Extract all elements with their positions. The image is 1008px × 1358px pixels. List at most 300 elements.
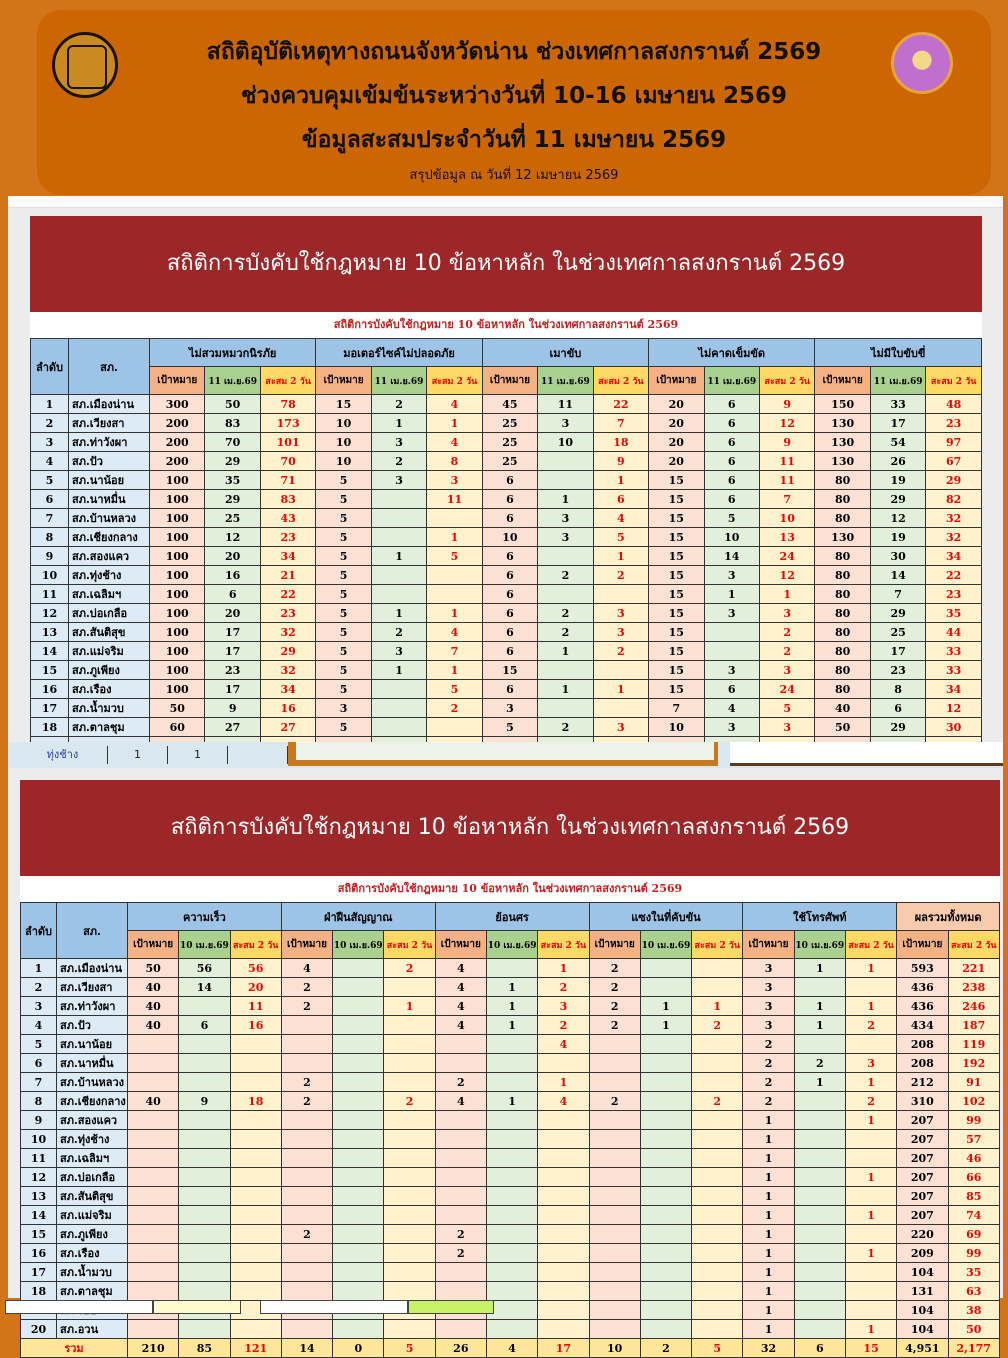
target-cell: 4 xyxy=(281,959,332,978)
cumulative-cell: 22 xyxy=(593,395,648,414)
target-cell: 2 xyxy=(743,1092,794,1111)
row-index: 5 xyxy=(31,471,69,490)
day-count-cell xyxy=(333,1092,384,1111)
row-index: 16 xyxy=(31,680,69,699)
total-target-cell: 104 xyxy=(897,1301,948,1320)
cumulative-cell: 173 xyxy=(260,414,315,433)
cumulative-cell: 2 xyxy=(692,1016,743,1035)
target-cell: 15 xyxy=(649,604,704,623)
target-cell: 15 xyxy=(482,661,537,680)
day-count-cell: 6 xyxy=(179,1016,230,1035)
target-cell xyxy=(281,1244,332,1263)
target-cell: 15 xyxy=(316,395,371,414)
target-cell xyxy=(281,1054,332,1073)
day-count-cell xyxy=(371,585,426,604)
day-count-cell xyxy=(640,1320,691,1339)
day-count-cell xyxy=(179,1206,230,1225)
day-count-cell xyxy=(333,978,384,997)
total-target-cell: 310 xyxy=(897,1092,948,1111)
cumulative-cell xyxy=(384,1111,435,1130)
day-count-cell xyxy=(538,661,593,680)
cumulative-cell: 10 xyxy=(759,509,814,528)
day-count-cell xyxy=(333,1035,384,1054)
station-name: สภ.นาหมื่น xyxy=(57,1054,128,1073)
day-count-cell xyxy=(486,1130,537,1149)
table-row xyxy=(31,661,982,680)
day-count-cell xyxy=(179,1320,230,1339)
total-cumulative-cell: 85 xyxy=(948,1187,1000,1206)
spreadsheet-toolbar xyxy=(8,196,1003,208)
day-count-cell xyxy=(179,1282,230,1301)
day-count-cell xyxy=(640,1225,691,1244)
station-name: สภ.นาหมื่น xyxy=(69,490,150,509)
subheader-target: เป้าหมาย xyxy=(649,367,704,395)
table-row xyxy=(31,471,982,490)
day-count-cell: 14 xyxy=(704,547,759,566)
cumulative-cell: 12 xyxy=(759,414,814,433)
day-count-cell: 1 xyxy=(371,547,426,566)
target-cell xyxy=(435,1263,486,1282)
cumulative-cell: 6 xyxy=(593,490,648,509)
target-cell: 80 xyxy=(815,623,870,642)
day-count-cell: 9 xyxy=(205,699,260,718)
total-cumulative-cell: 74 xyxy=(948,1206,1000,1225)
target-cell xyxy=(128,1168,179,1187)
category-header: มอเตอร์ไซค์ไม่ปลอดภัย xyxy=(316,339,482,367)
subheader-day: 11 เม.ย.69 xyxy=(704,367,759,395)
day-count-cell xyxy=(179,1130,230,1149)
target-cell: 15 xyxy=(649,509,704,528)
row-index: 2 xyxy=(31,414,69,433)
table-row xyxy=(31,604,982,623)
target-cell xyxy=(589,1320,640,1339)
total-value-cell: 32 xyxy=(743,1339,794,1358)
cumulative-cell xyxy=(692,1149,743,1168)
cumulative-cell xyxy=(384,1225,435,1244)
target-cell xyxy=(281,1111,332,1130)
target-cell: 10 xyxy=(316,452,371,471)
total-cumulative-cell: 99 xyxy=(948,1244,1000,1263)
target-cell: 200 xyxy=(150,414,205,433)
day-count-cell xyxy=(486,1054,537,1073)
total-category-header: ผลรวมทั้งหมด xyxy=(897,903,1000,931)
target-cell: 100 xyxy=(150,642,205,661)
cumulative-cell xyxy=(692,1225,743,1244)
target-cell xyxy=(128,1320,179,1339)
target-cell xyxy=(435,1035,486,1054)
day-count-cell xyxy=(333,1187,384,1206)
day-count-cell xyxy=(794,1149,845,1168)
target-cell: 2 xyxy=(589,1016,640,1035)
target-cell: 130 xyxy=(815,414,870,433)
cumulative-cell xyxy=(593,661,648,680)
cumulative-cell: 1 xyxy=(538,1073,589,1092)
cumulative-cell: 70 xyxy=(260,452,315,471)
cumulative-cell xyxy=(845,1035,896,1054)
cumulative-cell: 1 xyxy=(384,997,435,1016)
day-count-cell: 3 xyxy=(538,509,593,528)
target-cell xyxy=(589,1054,640,1073)
cumulative-cell: 4 xyxy=(427,433,482,452)
table-row xyxy=(21,1092,1000,1111)
target-cell xyxy=(281,1187,332,1206)
target-cell: 100 xyxy=(150,471,205,490)
subheader-day: 11 เม.ย.69 xyxy=(205,367,260,395)
table-row xyxy=(31,623,982,642)
total-target-cell: 104 xyxy=(897,1320,948,1339)
subheader-day: 10 เม.ย.69 xyxy=(640,931,691,959)
day-count-cell: 1 xyxy=(538,642,593,661)
row-index: 17 xyxy=(21,1263,57,1282)
cumulative-cell xyxy=(230,1263,281,1282)
cumulative-cell xyxy=(384,1130,435,1149)
cumulative-cell: 2 xyxy=(692,1092,743,1111)
subheader-cumulative: สะสม 2 วัน xyxy=(260,367,315,395)
target-cell: 3 xyxy=(743,1016,794,1035)
subheader-target: เป้าหมาย xyxy=(743,931,794,959)
report-summary-date: สรุปข้อมูล ณ วันที่ 12 เมษายน 2569 xyxy=(409,168,619,183)
day-count-cell xyxy=(486,959,537,978)
report-header xyxy=(37,10,991,195)
total-target-cell: 207 xyxy=(897,1111,948,1130)
total-value-cell: 10 xyxy=(589,1339,640,1358)
row-index: 14 xyxy=(21,1206,57,1225)
day-count-cell xyxy=(538,471,593,490)
cumulative-cell xyxy=(538,1187,589,1206)
row-index: 8 xyxy=(31,528,69,547)
subheader-day: 10 เม.ย.69 xyxy=(333,931,384,959)
table-row xyxy=(21,1149,1000,1168)
day-count-cell: 9 xyxy=(179,1092,230,1111)
row-index: 7 xyxy=(21,1073,57,1092)
target-cell: 40 xyxy=(128,1016,179,1035)
target-cell: 2 xyxy=(589,978,640,997)
day-count-cell: 29 xyxy=(205,452,260,471)
target-cell: 50 xyxy=(150,699,205,718)
target-cell: 1 xyxy=(743,1225,794,1244)
cumulative-cell xyxy=(538,1054,589,1073)
target-cell: 15 xyxy=(649,547,704,566)
cumulative-cell xyxy=(692,1263,743,1282)
table-row xyxy=(21,1111,1000,1130)
total-target-cell: 207 xyxy=(897,1187,948,1206)
table2-sheet xyxy=(20,876,1000,1355)
cumulative-cell xyxy=(692,1320,743,1339)
cumulative-cell xyxy=(538,1149,589,1168)
subheader-target: เป้าหมาย xyxy=(128,931,179,959)
cumulative-cell: 34 xyxy=(260,547,315,566)
cumulative-cell: 23 xyxy=(260,528,315,547)
cumulative-cell xyxy=(230,1168,281,1187)
table1-subtitle: สถิติการบังคับใช้กฎหมาย 10 ข้อหาหลัก ในช่วงเทศกาลสงกรานต์ 2569 xyxy=(333,318,679,331)
total-value-cell: 210 xyxy=(128,1339,179,1358)
cumulative-cell xyxy=(384,1320,435,1339)
target-cell: 25 xyxy=(482,452,537,471)
taskbar-strip xyxy=(8,742,1003,768)
day-count-cell xyxy=(333,1244,384,1263)
day-count-cell: 16 xyxy=(205,566,260,585)
day-count-cell: 3 xyxy=(704,661,759,680)
target-cell: 2 xyxy=(435,1073,486,1092)
row-index: 20 xyxy=(21,1320,57,1339)
table1-sheet xyxy=(30,312,982,742)
station-name: สภ.บ้านหลวง xyxy=(69,509,150,528)
day-count-cell xyxy=(640,1035,691,1054)
day-count-cell: 7 xyxy=(870,585,925,604)
day-count-cell: 2 xyxy=(371,623,426,642)
day-count-cell xyxy=(179,1168,230,1187)
table-row xyxy=(31,680,982,699)
cumulative-cell: 1 xyxy=(845,1168,896,1187)
subheader-target: เป้าหมาย xyxy=(589,931,640,959)
cumulative-cell: 3 xyxy=(759,604,814,623)
total-cumulative-cell: 50 xyxy=(948,1320,1000,1339)
target-cell: 4 xyxy=(435,997,486,1016)
target-cell: 100 xyxy=(150,585,205,604)
target-cell xyxy=(128,1187,179,1206)
day-count-cell: 29 xyxy=(870,604,925,623)
day-count-cell: 19 xyxy=(870,528,925,547)
station-name: สภ.สองแคว xyxy=(57,1111,128,1130)
day-count-cell xyxy=(486,1187,537,1206)
station-name: สภ.นาน้อย xyxy=(69,471,150,490)
cumulative-cell: 2 xyxy=(845,1092,896,1111)
cumulative-cell xyxy=(230,1130,281,1149)
day-count-cell: 10 xyxy=(704,528,759,547)
target-cell: 5 xyxy=(316,623,371,642)
day-count-cell xyxy=(179,1111,230,1130)
target-cell xyxy=(128,1282,179,1301)
cumulative-cell: 3 xyxy=(593,623,648,642)
row-index: 10 xyxy=(21,1130,57,1149)
station-name: สภ.สองแคว xyxy=(69,547,150,566)
cumulative-cell: 33 xyxy=(926,661,982,680)
target-cell: 5 xyxy=(316,718,371,737)
report-title: สถิติอุบัติเหตุทางถนนจังหวัดน่าน ช่วงเทศกาลสงกรานต์ 2569 xyxy=(206,39,822,65)
target-cell: 100 xyxy=(150,623,205,642)
cumulative-cell xyxy=(692,1168,743,1187)
day-count-cell: 6 xyxy=(704,680,759,699)
day-count-cell: 20 xyxy=(205,547,260,566)
cumulative-cell: 13 xyxy=(759,528,814,547)
cumulative-cell xyxy=(692,1054,743,1073)
cumulative-cell: 32 xyxy=(926,509,982,528)
category-header: ไม่มีใบขับขี่ xyxy=(815,339,982,367)
total-target-cell: 436 xyxy=(897,978,948,997)
total-target-cell: 207 xyxy=(897,1130,948,1149)
total-value-cell: 4,951 xyxy=(897,1339,948,1358)
target-cell: 6 xyxy=(482,547,537,566)
cumulative-cell xyxy=(692,1130,743,1149)
target-cell: 2 xyxy=(743,1035,794,1054)
target-cell: 25 xyxy=(482,414,537,433)
cumulative-cell: 29 xyxy=(926,471,982,490)
day-count-cell: 50 xyxy=(205,395,260,414)
target-cell xyxy=(435,1320,486,1339)
cumulative-cell: 12 xyxy=(759,566,814,585)
target-cell: 80 xyxy=(815,509,870,528)
cumulative-cell xyxy=(384,1054,435,1073)
day-count-cell: 30 xyxy=(870,547,925,566)
target-cell: 100 xyxy=(150,680,205,699)
target-cell: 15 xyxy=(649,623,704,642)
table-row xyxy=(31,395,982,414)
day-count-cell xyxy=(538,452,593,471)
day-count-cell xyxy=(486,1282,537,1301)
target-cell xyxy=(435,1168,486,1187)
sheet-cell-value: 1 xyxy=(168,746,228,764)
day-count-cell: 17 xyxy=(205,642,260,661)
subheader-cumulative: สะสม 2 วัน xyxy=(926,367,982,395)
target-cell xyxy=(589,1244,640,1263)
day-count-cell xyxy=(640,1130,691,1149)
target-cell: 2 xyxy=(743,1054,794,1073)
day-count-cell xyxy=(333,1320,384,1339)
cumulative-cell xyxy=(593,699,648,718)
table-row xyxy=(31,699,982,718)
subheader-target: เป้าหมาย xyxy=(316,367,371,395)
station-name: สภ.ภูเพียง xyxy=(69,661,150,680)
day-count-cell xyxy=(794,1111,845,1130)
cumulative-cell: 4 xyxy=(538,1092,589,1111)
day-count-cell: 6 xyxy=(704,433,759,452)
target-cell: 20 xyxy=(649,452,704,471)
table-row xyxy=(21,1244,1000,1263)
cumulative-cell: 1 xyxy=(845,1073,896,1092)
cumulative-cell: 11 xyxy=(759,452,814,471)
target-cell: 50 xyxy=(128,959,179,978)
day-count-cell: 2 xyxy=(794,1054,845,1073)
cumulative-cell: 7 xyxy=(427,642,482,661)
cumulative-cell xyxy=(230,1054,281,1073)
subheader-cumulative: สะสม 2 วัน xyxy=(759,367,814,395)
day-count-cell xyxy=(486,1206,537,1225)
table-row xyxy=(21,978,1000,997)
cumulative-cell: 27 xyxy=(260,718,315,737)
subheader-target: เป้าหมาย xyxy=(482,367,537,395)
category-header: ใช้โทรศัพท์ xyxy=(743,903,897,931)
cumulative-cell xyxy=(538,1111,589,1130)
day-count-cell: 6 xyxy=(704,395,759,414)
station-name: สภ.ปัว xyxy=(57,1016,128,1035)
day-count-cell xyxy=(179,1263,230,1282)
day-count-cell xyxy=(371,528,426,547)
total-cumulative-cell: 38 xyxy=(948,1301,1000,1320)
day-count-cell: 1 xyxy=(794,959,845,978)
day-count-cell xyxy=(794,1092,845,1111)
day-count-cell: 1 xyxy=(538,680,593,699)
row-index: 5 xyxy=(21,1035,57,1054)
day-count-cell xyxy=(794,1206,845,1225)
total-target-cell: 131 xyxy=(897,1282,948,1301)
cumulative-cell: 44 xyxy=(926,623,982,642)
cumulative-cell: 30 xyxy=(926,718,982,737)
day-count-cell xyxy=(333,1073,384,1092)
row-index: 9 xyxy=(21,1111,57,1130)
day-count-cell: 23 xyxy=(205,661,260,680)
day-count-cell: 29 xyxy=(870,490,925,509)
table1-banner: สถิติการบังคับใช้กฎหมาย 10 ข้อหาหลัก ในช่วงเทศกาลสงกรานต์ 2569 xyxy=(30,216,982,312)
day-count-cell: 33 xyxy=(870,395,925,414)
total-cumulative-cell: 238 xyxy=(948,978,1000,997)
day-count-cell: 1 xyxy=(704,585,759,604)
target-cell: 2 xyxy=(281,1225,332,1244)
target-cell: 6 xyxy=(482,471,537,490)
day-count-cell: 26 xyxy=(870,452,925,471)
target-cell: 40 xyxy=(128,997,179,1016)
station-name: สภ.บ่อเกลือ xyxy=(69,604,150,623)
target-cell: 300 xyxy=(150,395,205,414)
target-cell: 1 xyxy=(743,1168,794,1187)
total-value-cell: 14 xyxy=(281,1339,332,1358)
day-count-cell: 11 xyxy=(538,395,593,414)
cumulative-cell xyxy=(692,978,743,997)
target-cell xyxy=(128,1054,179,1073)
station-name: สภ.เฉลิมฯ xyxy=(57,1149,128,1168)
sheet-cell-label: ทุ่งช้าง xyxy=(18,746,108,764)
target-cell: 5 xyxy=(316,604,371,623)
station-name: สภ.เรือง xyxy=(69,680,150,699)
station-name: สภ.สันติสุข xyxy=(57,1187,128,1206)
cumulative-cell: 4 xyxy=(427,395,482,414)
target-cell: 40 xyxy=(128,1092,179,1111)
table-row xyxy=(21,1282,1000,1301)
cumulative-cell: 12 xyxy=(926,699,982,718)
day-count-cell xyxy=(640,959,691,978)
table-row xyxy=(31,452,982,471)
day-count-cell: 1 xyxy=(794,1073,845,1092)
cumulative-cell xyxy=(845,1263,896,1282)
day-count-cell: 17 xyxy=(870,414,925,433)
table-row xyxy=(21,1263,1000,1282)
cumulative-cell: 2 xyxy=(538,978,589,997)
table-row xyxy=(21,1168,1000,1187)
total-cumulative-cell: 35 xyxy=(948,1263,1000,1282)
day-count-cell: 20 xyxy=(205,604,260,623)
station-name: สภ.สันติสุข xyxy=(69,623,150,642)
total-row xyxy=(21,1339,1000,1358)
target-cell xyxy=(589,1206,640,1225)
cumulative-cell: 67 xyxy=(926,452,982,471)
subheader-target: เป้าหมาย xyxy=(815,367,870,395)
station-name: สภ.เฉลิมฯ xyxy=(69,585,150,604)
total-target-cell: 209 xyxy=(897,1244,948,1263)
day-count-cell: 17 xyxy=(870,642,925,661)
row-index: 4 xyxy=(31,452,69,471)
target-cell xyxy=(281,1016,332,1035)
cumulative-cell: 1 xyxy=(427,604,482,623)
day-count-cell xyxy=(640,1149,691,1168)
category-header: เมาขับ xyxy=(482,339,648,367)
target-cell: 1 xyxy=(743,1130,794,1149)
cumulative-cell xyxy=(230,1206,281,1225)
day-count-cell xyxy=(371,680,426,699)
target-cell xyxy=(128,1035,179,1054)
total-value-cell: 26 xyxy=(435,1339,486,1358)
subheader-cumulative: สะสม 2 วัน xyxy=(593,367,648,395)
total-cumulative-cell: 5 xyxy=(692,1339,743,1358)
day-count-cell xyxy=(538,585,593,604)
day-count-cell: 2 xyxy=(538,718,593,737)
cumulative-cell xyxy=(384,1263,435,1282)
target-cell: 80 xyxy=(815,642,870,661)
row-index: 1 xyxy=(21,959,57,978)
target-cell xyxy=(435,1149,486,1168)
target-cell: 80 xyxy=(815,585,870,604)
cumulative-cell xyxy=(845,1149,896,1168)
cumulative-cell: 18 xyxy=(230,1092,281,1111)
target-cell: 20 xyxy=(649,395,704,414)
